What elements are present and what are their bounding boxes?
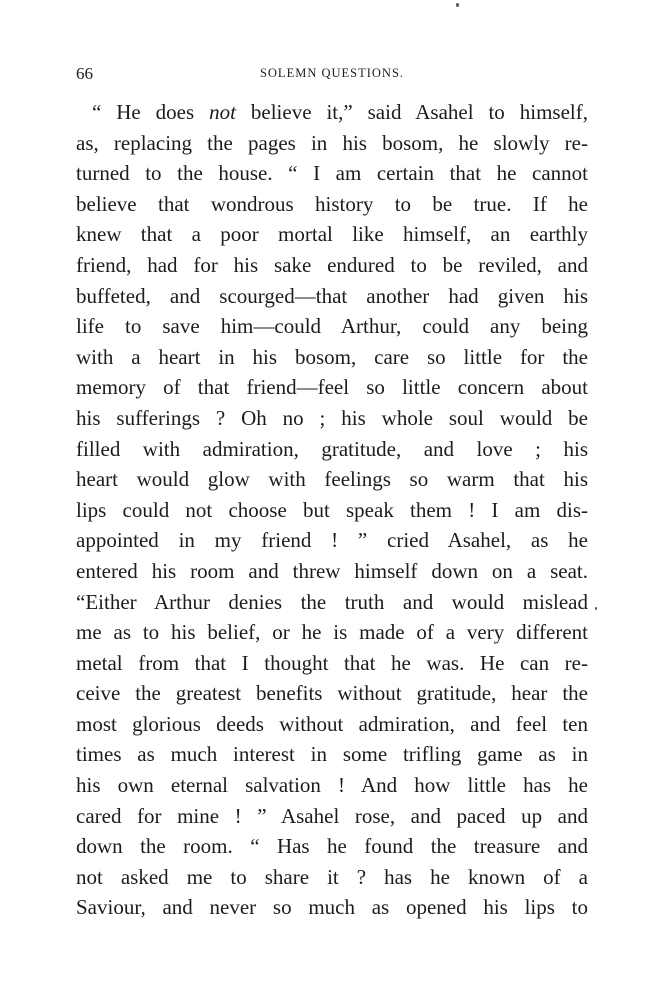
print-speck-top [456, 3, 459, 7]
text-line: not asked me to share it ? has he known of a [76, 864, 588, 889]
text-line [76, 97, 588, 128]
text-line: filled with admiration, gratitude, and love ; his [76, 436, 588, 461]
text-line: lips could not choose but speak them ! I am dis- [76, 497, 588, 522]
print-speck-margin [595, 607, 597, 610]
text-line: heart would glow with feelings so warm that his [76, 467, 588, 492]
text-line: as, replacing the pages in his bosom, he slowly re- [76, 130, 588, 155]
text-line: his sufferings ? Oh no ; his whole soul would be [76, 405, 588, 430]
text-line: believe that wondrous history to be true. If he [76, 191, 588, 216]
text-line: with a heart in his bosom, care so little for the [76, 344, 588, 369]
text-fragment: “ He does [92, 100, 210, 124]
text-line: turned to the house. “ I am certain that he cannot [76, 161, 588, 186]
text-line: most glorious deeds without admiration, and feel ten [76, 711, 588, 736]
text-line: buffeted, and scourged—that another had given his [76, 283, 588, 308]
body-text [76, 97, 588, 923]
running-head [76, 64, 588, 86]
italic-emphasis: not [209, 100, 236, 124]
text-line: ceive the greatest benefits without gratitude, hear the [76, 681, 588, 706]
text-line: metal from that I thought that he was. He can re- [76, 650, 588, 675]
text-line: friend, had for his sake endured to be reviled, and [76, 252, 588, 277]
chapter-title: SOLEMN QUESTIONS. [259, 66, 405, 80]
page-number: 66 [76, 64, 93, 83]
text-line: entered his room and threw himself down on a seat. [76, 558, 588, 583]
text-fragment: believe it,” said Asahel to himself, [235, 100, 588, 124]
text-line: cared for mine ! ” Asahel rose, and paced up and [76, 803, 588, 828]
text-line: appointed in my friend ! ” cried Asahel, as he [76, 528, 588, 553]
text-line: knew that a poor mortal like himself, an earthly [76, 222, 588, 247]
text-line: life to save him—could Arthur, could any being [76, 314, 588, 339]
text-line: times as much interest in some trifling game as in [76, 742, 588, 767]
text-line: Saviour, and never so much as opened his lips to [76, 895, 588, 920]
text-line: down the room. “ Has he found the treasure and [76, 834, 588, 859]
text-line: his own eternal salvation ! And how little has he [76, 773, 588, 798]
text-line: “Either Arthur denies the truth and would mislead [76, 589, 588, 614]
text-line: me as to his belief, or he is made of a very different [76, 620, 588, 645]
text-line: memory of that friend—feel so little concern about [76, 375, 588, 400]
